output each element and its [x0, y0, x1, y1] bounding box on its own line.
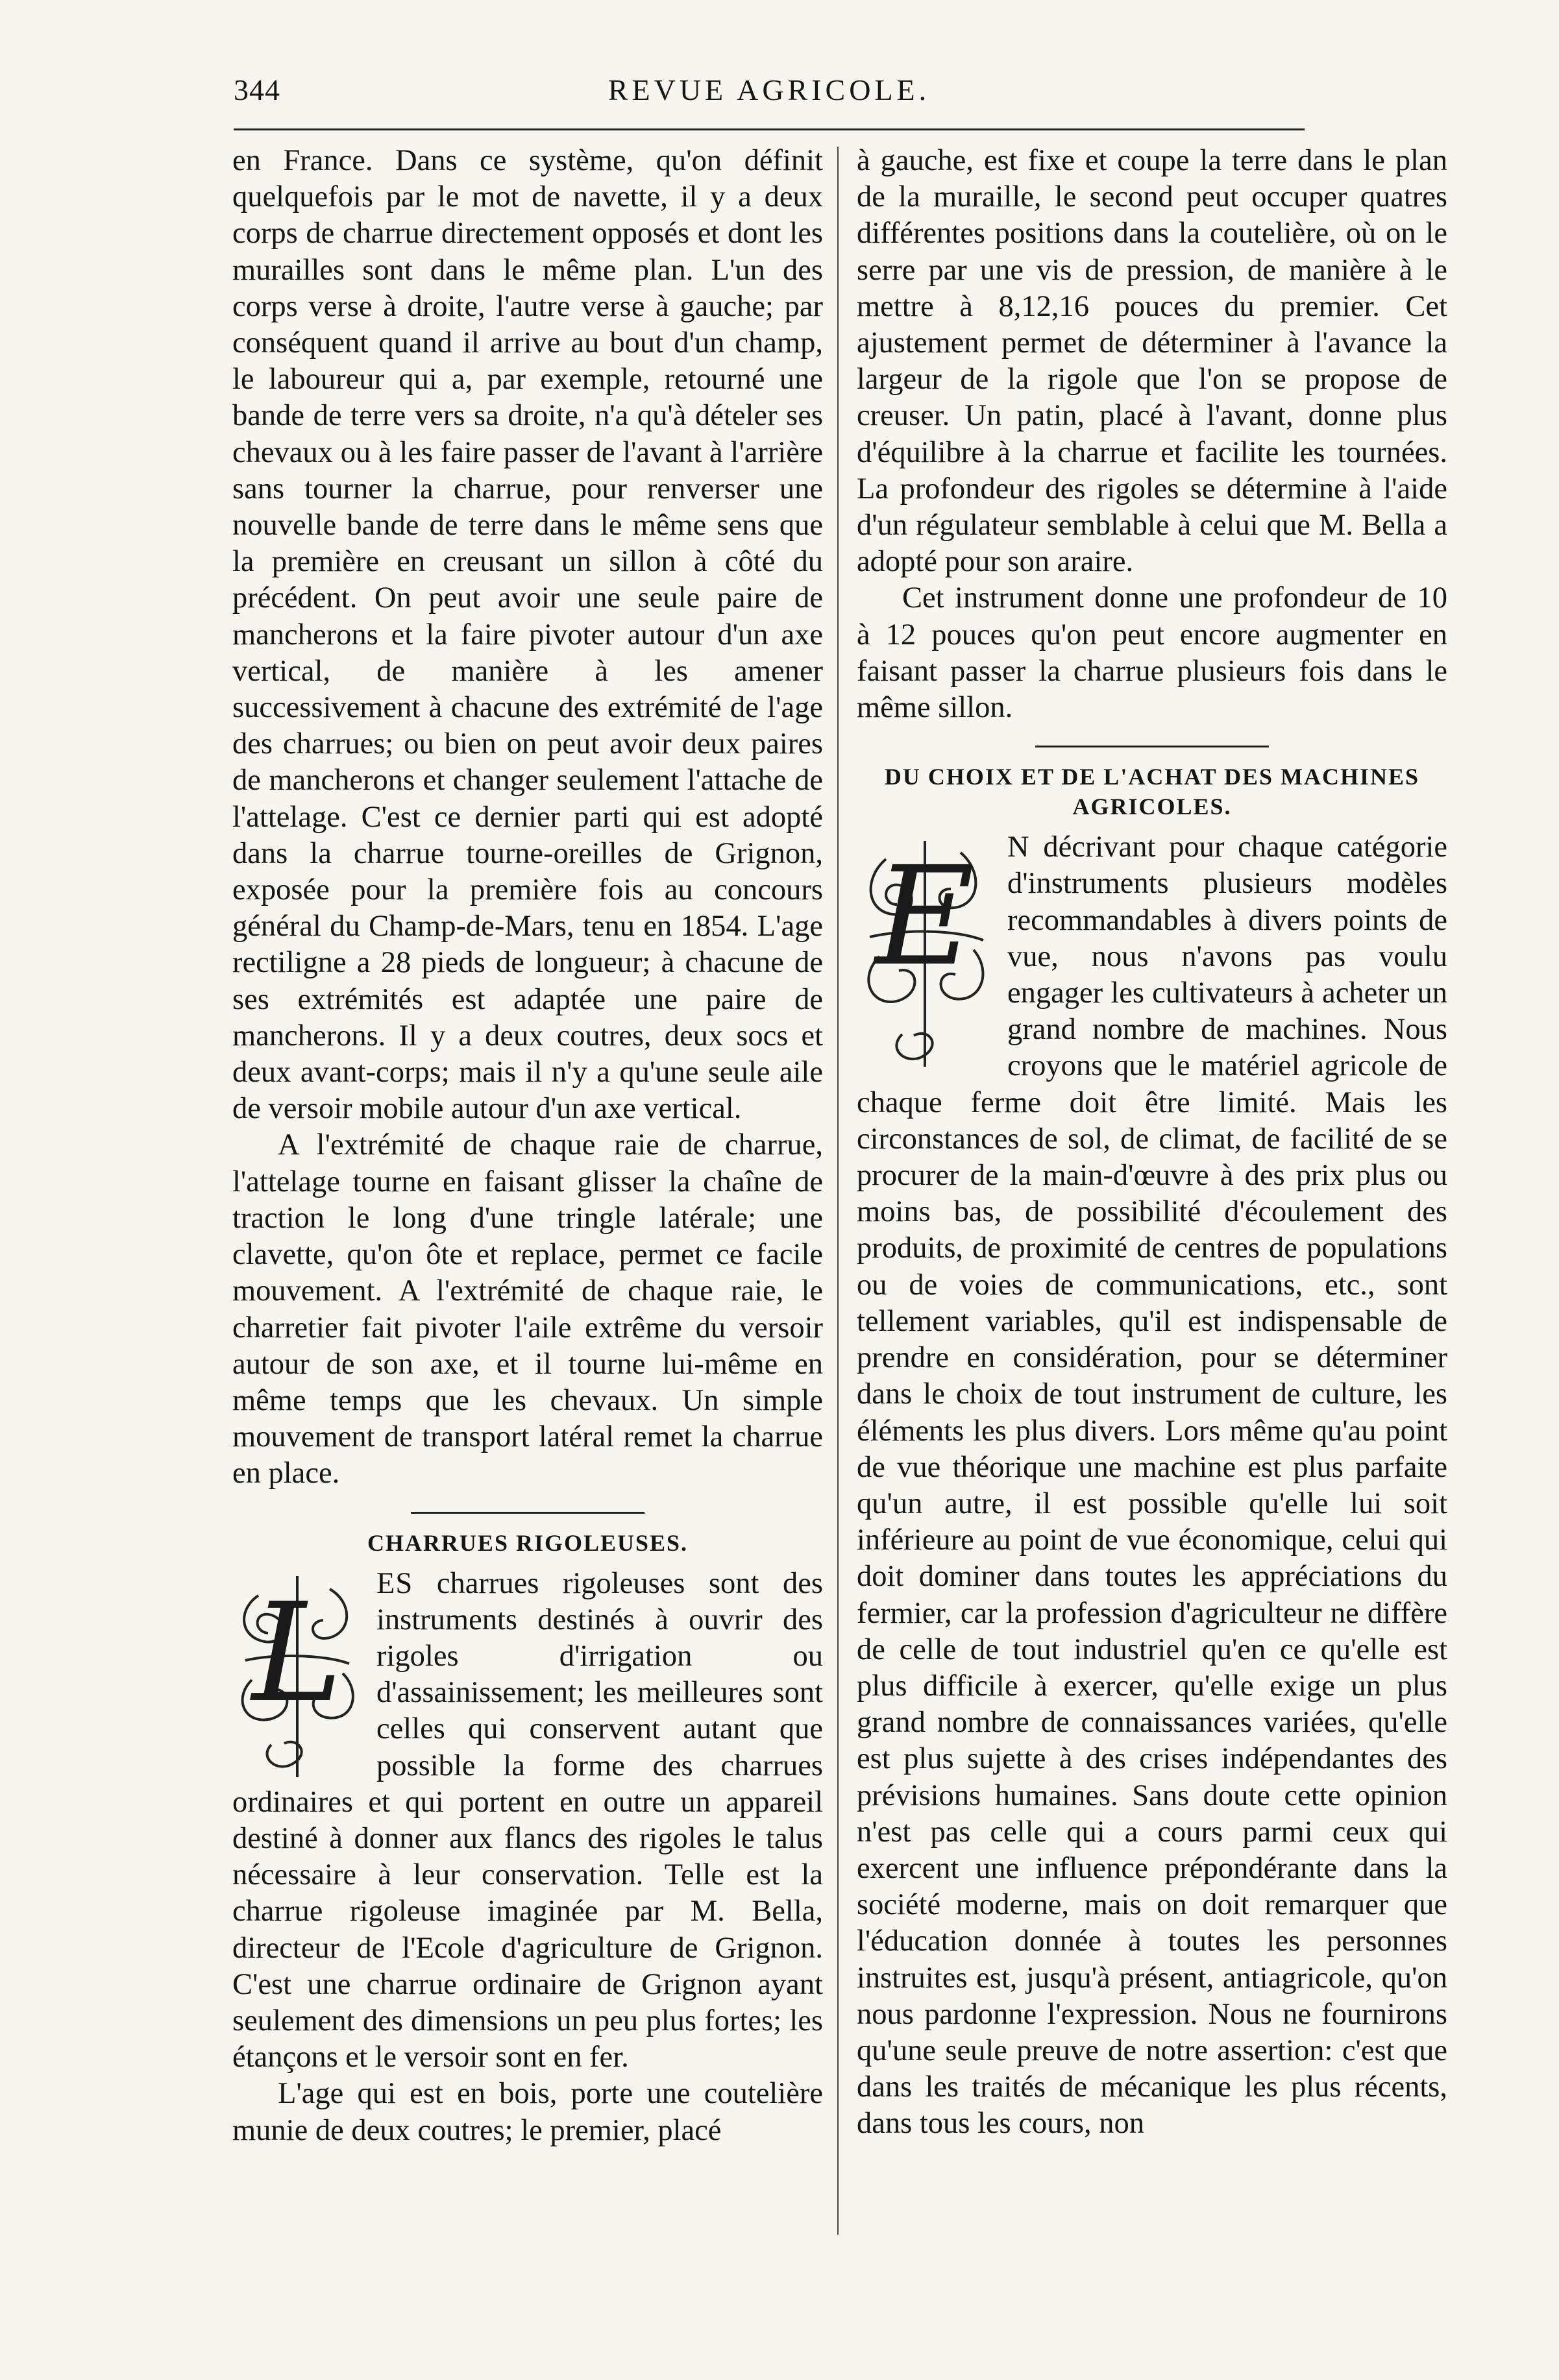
section-title-choix-achat-machines: DU CHOIX ET DE L'ACHAT DES MACHINES AGRICOLES. [884, 764, 1420, 820]
section-title-charrues-rigoleuses: CHARRUES RIGOLEUSES. [367, 1529, 689, 1556]
section-rule-right [1035, 746, 1269, 747]
right-column [857, 143, 1447, 2143]
left-column [232, 143, 823, 2149]
section-rule-left [411, 1512, 644, 1514]
dropcap-letter: L [252, 1573, 343, 1732]
left-paragraph-3-first-word: ES [376, 1566, 413, 1600]
left-paragraph-2: A l'extrémité de chaque raie de charrue, l'attelage tourne en faisant glisser la chaîne de traction le long d'une tringle latérale; une clavette, qu'on ôte et replace, permet ce facile mouvement. A l'extrémité de chaque raie, le charretier fait pivoter l'aile extrême du versoir autour de son axe, et il tourne lui-même en même temps que les chevaux. Un simple mouvement de transport latéral remet la charrue en place. [232, 1128, 823, 1490]
left-paragraph-4: L'age qui est en bois, porte une coutelière munie de deux coutres; le premier, placé [232, 2077, 823, 2147]
left-paragraph-3-text: charrues rigoleuses sont des instruments destinés à ouvrir des rigoles d'irrigation ou d'assainissement; les meilleures sont celles qui conservent autant que possible la forme des charrues ordinaires et qui portent en outre un appareil destiné à donner aux flancs des rigoles le talus nécessaire à leur conservation. Telle est la charrue rigoleuse imaginée par M. Bella, directeur de l'Ecole d'agriculture de Grignon. C'est une charrue ordinaire de Grignon ayant seulement des dimensions un peu plus fortes; les étançons et le versoir sont en fer. [232, 1566, 824, 2074]
running-title: REVUE AGRICOLE. [608, 73, 931, 106]
right-paragraph-1: à gauche, est fixe et coupe la terre dans le plan de la muraille, le second peut occuper quatres différentes positions dans la coutelière, où on le serre par une vis de pression, de manière à le mettre à 8,12,16 pouces du premier. Cet ajustement permet de déterminer à l'avance la largeur de la rigole que l'on se propose de creuser. Un patin, placé à l'avant, donne plus d'équilibre à la charrue et facilite les tournées. La profondeur des rigoles se détermine à l'aide d'un régulateur semblable à celui que M. Bella a adopté pour son araire. [857, 144, 1447, 579]
running-head [234, 73, 1305, 118]
left-paragraph-1: en France. Dans ce système, qu'on définit quelquefois par le mot de navette, il y a deux corps de charrue directement opposés et dont les murailles sont dans le même plan. L'un des corps verse à droite, l'autre verse à gauche; par conséquent quand il arrive au bout d'un champ, le laboureur qui a, par exemple, retourné une bande de terre vers sa droite, n'a qu'à dételer ses chevaux ou à les faire passer de l'avant à l'arrière sans tourner la charrue, pour renverser une nouvelle bande de terre dans le même sens que la première en creusant un sillon à côté du précédent. On peut avoir une seule paire de mancherons et la faire pivoter autour d'un axe vertical, de manière à les amener successivement à chacune des extrémité de l'age des charrues; ou bien on peut avoir deux paires de mancherons et changer seulement l'attache de l'attelage. C'est ce dernier parti qui est adopté dans la charrue tourne-oreilles de Grignon, exposée pour la première fois au concours général du Champ-de-Mars, tenu en 1854. L'age rectiligne a 28 pieds de longueur; à chacune de ses extrémités est adaptée une paire de mancherons. Il y a deux coutres, deux socs et deux avant-corps; mais il n'y a qu'une seule aile de versoir mobile autour d'un axe vertical. [232, 144, 823, 1126]
column-divider [837, 147, 839, 2235]
page-number: 344 [234, 73, 280, 106]
left-paragraph-3 [232, 1566, 823, 2076]
right-paragraph-2: Cet instrument donne une profondeur de 10 à 12 pouces qu'on peut encore augmenter en faisant passer la charrue plusieurs fois dans le même sillon. [857, 581, 1447, 725]
dropcap-letter: E [875, 837, 975, 997]
ornate-initial-e [857, 833, 993, 1075]
right-paragraph-3-first-word: N [1007, 831, 1030, 864]
ornate-initial-l [232, 1570, 362, 1784]
right-paragraph-3-text: décrivant pour chaque catégorie d'instruments plusieurs modèles recommandables à divers points de vue, nous n'avons pas voulu engager les cultivateurs à acheter un grand nombre de machines. Nous croyons que le matériel agricole de chaque ferme doit être limité. Mais les circonstances de sol, de climat, de facilité de se procurer de la main-d'œuvre à des prix plus ou moins bas, de possibilité d'écoulement des produits, de proximité de centres de populations ou de voies de communications, etc., sont tellement variables, qu'il est indispensable de prendre en considération, pour se déterminer dans le choix de tout instrument de culture, les éléments les plus divers. Lors même qu'au point de vue théorique une machine est plus parfaite qu'un autre, il est possible qu'elle lui soit inférieure au point de vue économique, celui qui doit dominer dans toutes les appréciations du fermier, car la profession d'agriculteur ne diffère de celle de tout industriel qu'en ce qu'elle est plus difficile à exercer, qu'elle exige un plus grand nombre de connaissances variées, qu'elle est plus sujette à des crises indépendantes des prévisions humaines. Sans doute cette opinion n'est pas celle qui a cours parmi ceux qui exercent une influence prépondérante dans la société moderne, mais on doit remarquer que l'éducation donnée à toutes les personnes instruites est, jusqu'à présent, antiagricole, qu'on nous pardonne l'expression. Nous ne fournirons qu'une seule preuve de notre assertion: c'est que dans les traités de mécanique les plus récents, dans tous les cours, non [857, 831, 1447, 2141]
header-rule [234, 128, 1305, 130]
right-paragraph-3 [857, 829, 1447, 2142]
